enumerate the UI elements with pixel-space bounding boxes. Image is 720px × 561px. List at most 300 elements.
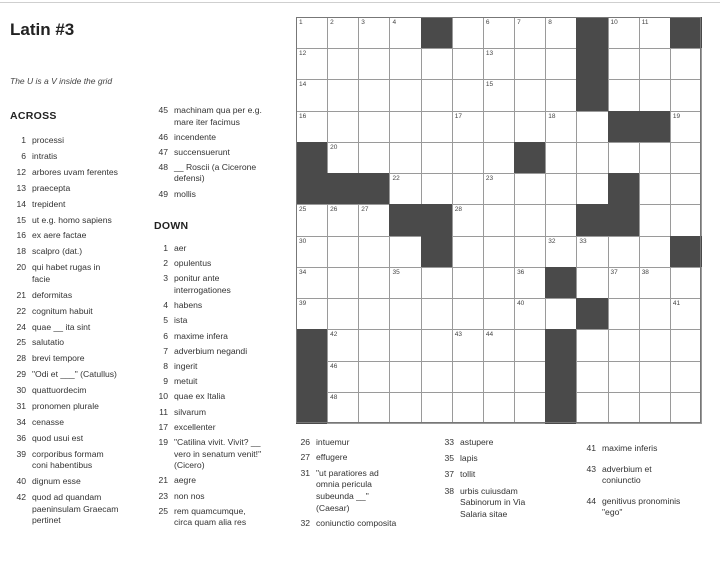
cell-number: 3: [361, 19, 365, 26]
clue-item[interactable]: [10, 385, 152, 397]
grid-cell[interactable]: [483, 329, 515, 361]
clue-item[interactable]: [154, 162, 302, 185]
grid-cell[interactable]: [514, 173, 546, 205]
clue-text: genitivus pronominis: [602, 495, 681, 506]
grid-cell[interactable]: [358, 111, 390, 143]
grid-cell[interactable]: [483, 17, 515, 49]
clue-item[interactable]: [296, 437, 436, 449]
grid-cell[interactable]: [421, 392, 453, 424]
grid-cell[interactable]: [608, 236, 640, 268]
cell-number: 10: [610, 19, 618, 26]
clue-text: silvarum: [174, 406, 206, 417]
clue-item[interactable]: [10, 417, 152, 429]
clue-item[interactable]: [154, 422, 302, 434]
grid-cell[interactable]: [514, 236, 546, 268]
grid-cell[interactable]: [389, 298, 421, 330]
clue-text: pronomen plurale: [32, 401, 99, 411]
grid-cell[interactable]: [452, 173, 484, 205]
grid-cell[interactable]: [608, 361, 640, 393]
grid-cell[interactable]: [327, 111, 359, 143]
grid-cell[interactable]: [296, 204, 328, 236]
grid-cell[interactable]: [639, 298, 671, 330]
clue-item[interactable]: [154, 376, 302, 388]
clue-text: non nos: [174, 490, 205, 501]
grid-cell[interactable]: [670, 79, 702, 111]
grid-cell[interactable]: [576, 392, 608, 424]
clue-item[interactable]: [10, 199, 152, 211]
clue-text: quod ad quandam: [32, 492, 102, 503]
grid-cell[interactable]: [358, 392, 390, 424]
cell-number: 11: [641, 19, 649, 26]
grid-cell[interactable]: [639, 392, 671, 424]
clue-item[interactable]: [296, 518, 436, 530]
clue-text: (Cicero): [174, 460, 205, 471]
grid-cell[interactable]: [452, 79, 484, 111]
grid-cell[interactable]: [670, 361, 702, 393]
grid-cell[interactable]: [452, 17, 484, 49]
clue-text: mare iter facimus: [174, 116, 240, 127]
grid-cell[interactable]: [421, 48, 453, 80]
grid-cell[interactable]: [670, 298, 702, 330]
cell-number: 7: [517, 19, 521, 26]
grid-cell[interactable]: [327, 236, 359, 268]
grid-cell[interactable]: [545, 48, 577, 80]
clue-text: facie: [32, 273, 51, 284]
grid-block-cell: [545, 361, 577, 393]
grid-cell[interactable]: [670, 329, 702, 361]
grid-cell[interactable]: [639, 267, 671, 299]
clue-number: 15: [16, 214, 26, 225]
grid-cell[interactable]: [327, 204, 359, 236]
grid-cell[interactable]: [389, 267, 421, 299]
grid-block-cell: [545, 392, 577, 424]
grid-cell[interactable]: [389, 329, 421, 361]
clue-item[interactable]: [10, 246, 152, 258]
grid-cell[interactable]: [358, 142, 390, 174]
clue-number: 13: [16, 182, 26, 193]
grid-cell[interactable]: [483, 267, 515, 299]
grid-cell[interactable]: [389, 173, 421, 205]
clue-item[interactable]: [10, 215, 152, 227]
cell-number: 39: [299, 300, 307, 308]
grid-cell[interactable]: [358, 79, 390, 111]
clue-item[interactable]: [10, 337, 152, 349]
clue-number: 16: [16, 230, 26, 241]
clue-item[interactable]: [154, 189, 302, 201]
clue-text: metuit: [174, 376, 198, 387]
grid-cell[interactable]: [483, 298, 515, 330]
clue-text: rem quamcumque,: [174, 505, 246, 516]
clue-text: urbis cuiusdam: [460, 485, 518, 496]
clue-number: 49: [158, 188, 168, 199]
clue-item[interactable]: [10, 230, 152, 242]
clue-item[interactable]: [154, 391, 302, 403]
grid-cell[interactable]: [327, 142, 359, 174]
grid-cell[interactable]: [639, 204, 671, 236]
grid-cell[interactable]: [452, 111, 484, 143]
clue-item[interactable]: [10, 135, 152, 147]
clue-item[interactable]: [10, 492, 152, 527]
grid-cell[interactable]: [639, 48, 671, 80]
clue-number: 26: [300, 437, 310, 447]
grid-block-cell: [327, 173, 359, 205]
clue-text: quae __ ita sint: [32, 321, 91, 332]
clue-item[interactable]: [582, 464, 720, 487]
grid-cell[interactable]: [421, 79, 453, 111]
grid-block-cell: [639, 111, 671, 143]
clue-item[interactable]: [154, 147, 302, 159]
grid-cell[interactable]: [483, 48, 515, 80]
clue-number: 11: [159, 406, 168, 417]
grid-cell[interactable]: [545, 298, 577, 330]
clue-text: aer: [174, 243, 187, 253]
grid-cell[interactable]: [358, 361, 390, 393]
clue-text: Salaria sitae: [460, 508, 508, 519]
grid-cell[interactable]: [545, 111, 577, 143]
cell-number: 38: [641, 268, 649, 276]
clue-item[interactable]: [10, 369, 152, 381]
grid-cell[interactable]: [421, 361, 453, 393]
clue-number: 5: [163, 315, 168, 326]
grid-cell[interactable]: [608, 142, 640, 174]
cell-number: 44: [485, 331, 494, 339]
grid-cell[interactable]: [421, 298, 453, 330]
grid-cell[interactable]: [421, 111, 453, 143]
grid-cell[interactable]: [452, 298, 484, 330]
grid-cell[interactable]: [514, 298, 546, 330]
grid-cell[interactable]: [576, 236, 608, 268]
clue-item[interactable]: [154, 407, 302, 419]
clue-text: ingerit: [174, 361, 198, 371]
clue-text: subeunda __": [316, 490, 369, 501]
grid-cell[interactable]: [389, 142, 421, 174]
grid-cell[interactable]: [545, 142, 577, 174]
grid-cell[interactable]: [639, 361, 671, 393]
grid-cell[interactable]: [483, 392, 515, 424]
grid-cell[interactable]: [608, 267, 640, 299]
grid-cell[interactable]: [389, 361, 421, 393]
clue-item[interactable]: [296, 452, 436, 464]
clue-text: pertinet: [32, 515, 61, 526]
grid-cell[interactable]: [452, 204, 484, 236]
grid-cell[interactable]: [639, 236, 671, 268]
grid-cell[interactable]: [514, 79, 546, 111]
clue-text: adverbium negandi: [174, 345, 248, 356]
grid-cell[interactable]: [608, 79, 640, 111]
grid-cell[interactable]: [389, 392, 421, 424]
grid-cell[interactable]: [452, 329, 484, 361]
grid-cell[interactable]: [296, 48, 328, 80]
cell-number: 40: [517, 300, 525, 308]
clue-text: quattuordecim: [32, 385, 87, 396]
cell-number: 41: [672, 300, 681, 308]
grid-cell[interactable]: [421, 267, 453, 299]
clue-text: lapis: [460, 453, 478, 464]
grid-cell[interactable]: [576, 142, 608, 174]
grid-cell[interactable]: [421, 173, 453, 205]
cell-number: 13: [485, 50, 494, 58]
clue-item[interactable]: [154, 132, 302, 144]
grid-cell[interactable]: [514, 48, 546, 80]
grid-cell[interactable]: [327, 17, 359, 49]
grid-cell[interactable]: [358, 329, 390, 361]
grid-cell[interactable]: [389, 17, 421, 49]
grid-cell[interactable]: [670, 48, 702, 80]
clue-number: 30: [16, 385, 26, 396]
grid-cell[interactable]: [670, 267, 702, 299]
grid-cell[interactable]: [514, 111, 546, 143]
grid-cell[interactable]: [358, 17, 390, 49]
grid-cell[interactable]: [483, 142, 515, 174]
grid-cell[interactable]: [483, 236, 515, 268]
grid-cell[interactable]: [576, 111, 608, 143]
clue-item[interactable]: [10, 183, 152, 195]
clue-item[interactable]: [10, 322, 152, 334]
clue-text: intratis: [32, 150, 58, 161]
clue-number: 44: [586, 495, 596, 506]
grid-cell[interactable]: [576, 267, 608, 299]
grid-cell[interactable]: [670, 204, 702, 236]
grid-cell[interactable]: [452, 142, 484, 174]
clue-text: deformitas: [32, 289, 73, 300]
clue-text: excellenter: [174, 421, 216, 432]
grid-cell[interactable]: [296, 17, 328, 49]
grid-cell[interactable]: [452, 236, 484, 268]
grid-cell[interactable]: [576, 361, 608, 393]
grid-cell[interactable]: [452, 48, 484, 80]
clue-item[interactable]: [10, 353, 152, 365]
clue-text: coniunctio: [602, 475, 641, 486]
clue-text: paeninsulam Graecam: [32, 503, 119, 514]
clue-number: 18: [16, 246, 26, 257]
clue-item[interactable]: [10, 476, 152, 488]
grid-cell[interactable]: [670, 392, 702, 424]
clue-text: interrogationes: [174, 284, 231, 295]
grid-block-cell: [576, 298, 608, 330]
grid-cell[interactable]: [483, 204, 515, 236]
clue-item[interactable]: [154, 506, 302, 529]
grid-cell[interactable]: [483, 79, 515, 111]
grid-cell[interactable]: [327, 329, 359, 361]
grid-cell[interactable]: [608, 17, 640, 49]
clue-number: 4: [163, 300, 168, 311]
grid-cell[interactable]: [514, 392, 546, 424]
clue-number: 31: [16, 401, 26, 411]
grid-cell[interactable]: [639, 142, 671, 174]
cell-number: 18: [548, 112, 556, 120]
grid-block-cell: [358, 173, 390, 205]
grid-cell[interactable]: [296, 111, 328, 143]
clue-item[interactable]: [154, 361, 302, 373]
clue-item[interactable]: [10, 306, 152, 318]
clue-text: cognitum habuit: [32, 305, 93, 316]
grid-cell[interactable]: [296, 79, 328, 111]
grid-cell[interactable]: [514, 204, 546, 236]
grid-cell[interactable]: [670, 142, 702, 174]
clue-number: 46: [158, 131, 168, 142]
grid-cell[interactable]: [608, 298, 640, 330]
grid-cell[interactable]: [545, 204, 577, 236]
grid-cell[interactable]: [545, 79, 577, 111]
grid-cell[interactable]: [514, 17, 546, 49]
grid-cell[interactable]: [483, 173, 515, 205]
grid-cell[interactable]: [358, 48, 390, 80]
grid-cell[interactable]: [639, 329, 671, 361]
puzzle-title: Latin #3: [10, 20, 75, 39]
clue-item[interactable]: [10, 449, 152, 472]
grid-cell[interactable]: [327, 298, 359, 330]
grid-cell[interactable]: [296, 298, 328, 330]
cell-number: 35: [392, 268, 400, 276]
grid-cell[interactable]: [296, 267, 328, 299]
clue-item[interactable]: [154, 315, 302, 327]
clue-item[interactable]: [582, 443, 720, 455]
grid-cell[interactable]: [327, 267, 359, 299]
grid-cell[interactable]: [452, 392, 484, 424]
grid-cell[interactable]: [389, 79, 421, 111]
grid-cell[interactable]: [327, 392, 359, 424]
cell-number: 4: [392, 19, 397, 26]
grid-cell[interactable]: [576, 173, 608, 205]
grid-block-cell: [421, 236, 453, 268]
clue-item[interactable]: [296, 468, 436, 514]
cell-number: 16: [299, 112, 307, 120]
grid-block-cell: [576, 17, 608, 49]
grid-cell[interactable]: [639, 173, 671, 205]
clue-item[interactable]: [10, 433, 152, 445]
clue-item[interactable]: [154, 475, 302, 487]
clue-text: maxime infera: [174, 330, 228, 341]
crossword-grid[interactable]: [296, 17, 701, 423]
grid-cell[interactable]: [670, 111, 702, 143]
clue-text: habens: [174, 300, 203, 311]
grid-cell[interactable]: [421, 329, 453, 361]
clue-item[interactable]: [154, 273, 302, 296]
clue-item[interactable]: [10, 290, 152, 302]
clue-text: astupere: [460, 437, 494, 447]
cell-number: 1: [299, 19, 303, 26]
grid-cell[interactable]: [639, 17, 671, 49]
grid-cell[interactable]: [670, 173, 702, 205]
grid-block-cell: [296, 392, 328, 424]
clue-item[interactable]: [154, 300, 302, 312]
grid-cell[interactable]: [514, 361, 546, 393]
cell-number: 8: [548, 19, 552, 26]
clue-number: 20: [16, 262, 26, 273]
clue-text: ut e.g. homo sapiens: [32, 214, 112, 225]
clue-number: 45: [158, 105, 168, 115]
clue-item[interactable]: [154, 491, 302, 503]
cell-number: 15: [485, 81, 494, 89]
clue-number: 22: [16, 305, 26, 316]
grid-cell[interactable]: [545, 17, 577, 49]
grid-block-cell: [670, 17, 702, 49]
clue-text: opulentus: [174, 258, 212, 269]
grid-cell[interactable]: [358, 204, 390, 236]
grid-cell[interactable]: [608, 392, 640, 424]
grid-cell[interactable]: [514, 267, 546, 299]
grid-cell[interactable]: [327, 48, 359, 80]
clue-number: 27: [300, 452, 310, 463]
clue-number: 3: [163, 273, 168, 284]
clue-item[interactable]: [440, 486, 570, 521]
grid-cell[interactable]: [483, 361, 515, 393]
cell-number: 28: [454, 206, 462, 214]
cell-number: 37: [610, 268, 618, 276]
grid-cell[interactable]: [483, 111, 515, 143]
clue-item[interactable]: [10, 401, 152, 413]
grid-cell[interactable]: [327, 361, 359, 393]
clue-number: 21: [16, 289, 26, 300]
cell-number: 33: [579, 237, 587, 245]
clue-text: omnia pericula: [316, 479, 372, 490]
clue-item[interactable]: [154, 243, 302, 255]
grid-cell[interactable]: [389, 48, 421, 80]
clue-number: 1: [21, 135, 26, 145]
grid-cell[interactable]: [452, 267, 484, 299]
clue-number: 47: [158, 146, 168, 157]
clue-text: defensi): [174, 173, 205, 184]
clue-text: cenasse: [32, 416, 65, 427]
clue-item[interactable]: [10, 167, 152, 179]
clue-item[interactable]: [440, 437, 570, 449]
grid-cell[interactable]: [545, 173, 577, 205]
clue-number: 24: [16, 321, 26, 332]
clue-text: ponitur ante: [174, 273, 220, 284]
grid-cell[interactable]: [608, 329, 640, 361]
clue-number: 34: [16, 416, 26, 427]
clue-item[interactable]: [440, 469, 570, 481]
grid-cell[interactable]: [389, 111, 421, 143]
grid-cell[interactable]: [452, 361, 484, 393]
grid-cell[interactable]: [545, 236, 577, 268]
grid-cell[interactable]: [608, 48, 640, 80]
grid-cell[interactable]: [389, 236, 421, 268]
clue-number: 41: [586, 443, 596, 453]
clue-number: 6: [163, 330, 168, 341]
clue-number: 6: [21, 150, 26, 161]
clue-item[interactable]: [154, 258, 302, 270]
clue-number: 42: [16, 492, 26, 503]
grid-cell[interactable]: [639, 79, 671, 111]
clue-item[interactable]: [10, 262, 152, 285]
grid-cell[interactable]: [296, 236, 328, 268]
grid-cell[interactable]: [514, 329, 546, 361]
clue-item[interactable]: [154, 437, 302, 472]
cell-number: 48: [330, 393, 338, 401]
clue-item[interactable]: [10, 151, 152, 163]
grid-cell[interactable]: [358, 236, 390, 268]
cell-number: 46: [330, 362, 338, 370]
cell-number: 17: [454, 112, 462, 120]
clue-item[interactable]: [154, 331, 302, 343]
clue-text: circa quam alia res: [174, 517, 247, 528]
clue-item[interactable]: [154, 105, 302, 128]
grid-block-cell: [514, 142, 546, 174]
grid-cell[interactable]: [358, 267, 390, 299]
cell-number: 25: [299, 206, 307, 214]
clue-item[interactable]: [154, 346, 302, 358]
grid-cell[interactable]: [576, 329, 608, 361]
grid-cell[interactable]: [421, 142, 453, 174]
grid-cell[interactable]: [327, 79, 359, 111]
clue-item[interactable]: [582, 496, 720, 519]
puzzle-subtitle: The U is a V inside the grid: [10, 76, 113, 86]
grid-cell[interactable]: [358, 298, 390, 330]
clue-number: 21: [158, 475, 168, 486]
clue-text: praecepta: [32, 182, 71, 193]
clue-item[interactable]: [440, 453, 570, 465]
